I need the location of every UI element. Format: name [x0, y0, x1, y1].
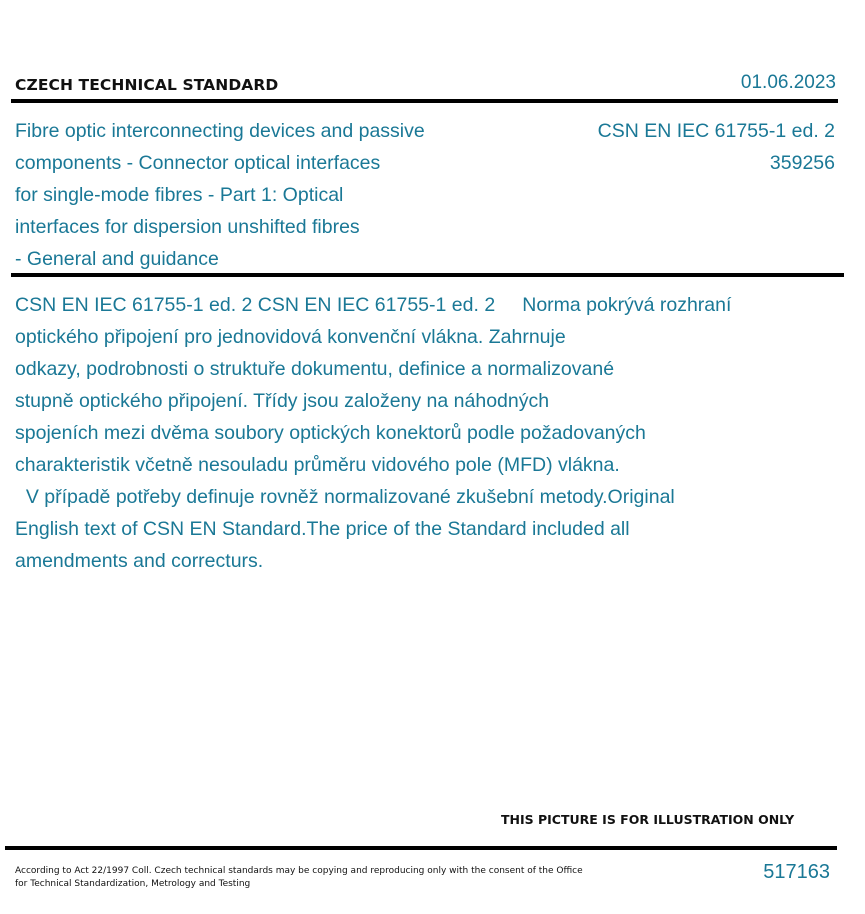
- header-divider: [11, 99, 838, 103]
- legal-line: According to Act 22/1997 Coll. Czech technical standards may be copying and reproducing only with the consent of the Office: [15, 866, 583, 876]
- document-id: 517163: [763, 861, 830, 883]
- title-line: - General and guidance: [15, 248, 219, 270]
- abstract-line: optického připojení pro jednovidová konvenční vlákna. Zahrnuje: [15, 326, 566, 348]
- abstract-text: [15, 289, 815, 577]
- legal-notice: [15, 865, 615, 890]
- abstract-line: amendments and correcturs.: [15, 550, 264, 572]
- title-line: Fibre optic interconnecting devices and passive: [15, 120, 425, 142]
- title-divider: [11, 273, 844, 277]
- abstract-line: charakteristik včetně nesouladu průměru vidového pole (MFD) vlákna.: [15, 454, 620, 476]
- standard-title: [15, 115, 485, 275]
- legal-line: for Technical Standardization, Metrology and Testing: [15, 878, 251, 889]
- abstract-line: stupně optického připojení. Třídy jsou založeny na náhodných: [15, 390, 550, 412]
- abstract-line: V případě potřeby definuje rovněž normalizované zkušební metody.Original: [15, 486, 675, 508]
- footer-divider: [5, 846, 837, 850]
- abstract-line: odkazy, podrobnosti o struktuře dokumentu, definice a normalizované: [15, 358, 615, 380]
- title-line: components - Connector optical interfaces: [15, 152, 381, 174]
- standard-identifiers: [598, 115, 835, 179]
- standard-code: CSN EN IEC 61755-1 ed. 2: [597, 120, 835, 142]
- title-line: interfaces for dispersion unshifted fibres: [15, 216, 360, 238]
- publication-date: 01.06.2023: [740, 72, 836, 93]
- title-line: for single-mode fibres - Part 1: Optical: [15, 184, 344, 206]
- document-header-label: CZECH TECHNICAL STANDARD: [15, 76, 279, 94]
- abstract-line: CSN EN IEC 61755-1 ed. 2 CSN EN IEC 61755-1 ed. 2 Norma pokrývá rozhraní: [15, 294, 732, 316]
- standard-number: 359256: [769, 152, 835, 174]
- abstract-line: spojeních mezi dvěma soubory optických konektorů podle požadovaných: [15, 422, 646, 444]
- illustration-notice: THIS PICTURE IS FOR ILLUSTRATION ONLY: [501, 812, 795, 827]
- abstract-line: English text of CSN EN Standard.The price of the Standard included all: [15, 518, 630, 540]
